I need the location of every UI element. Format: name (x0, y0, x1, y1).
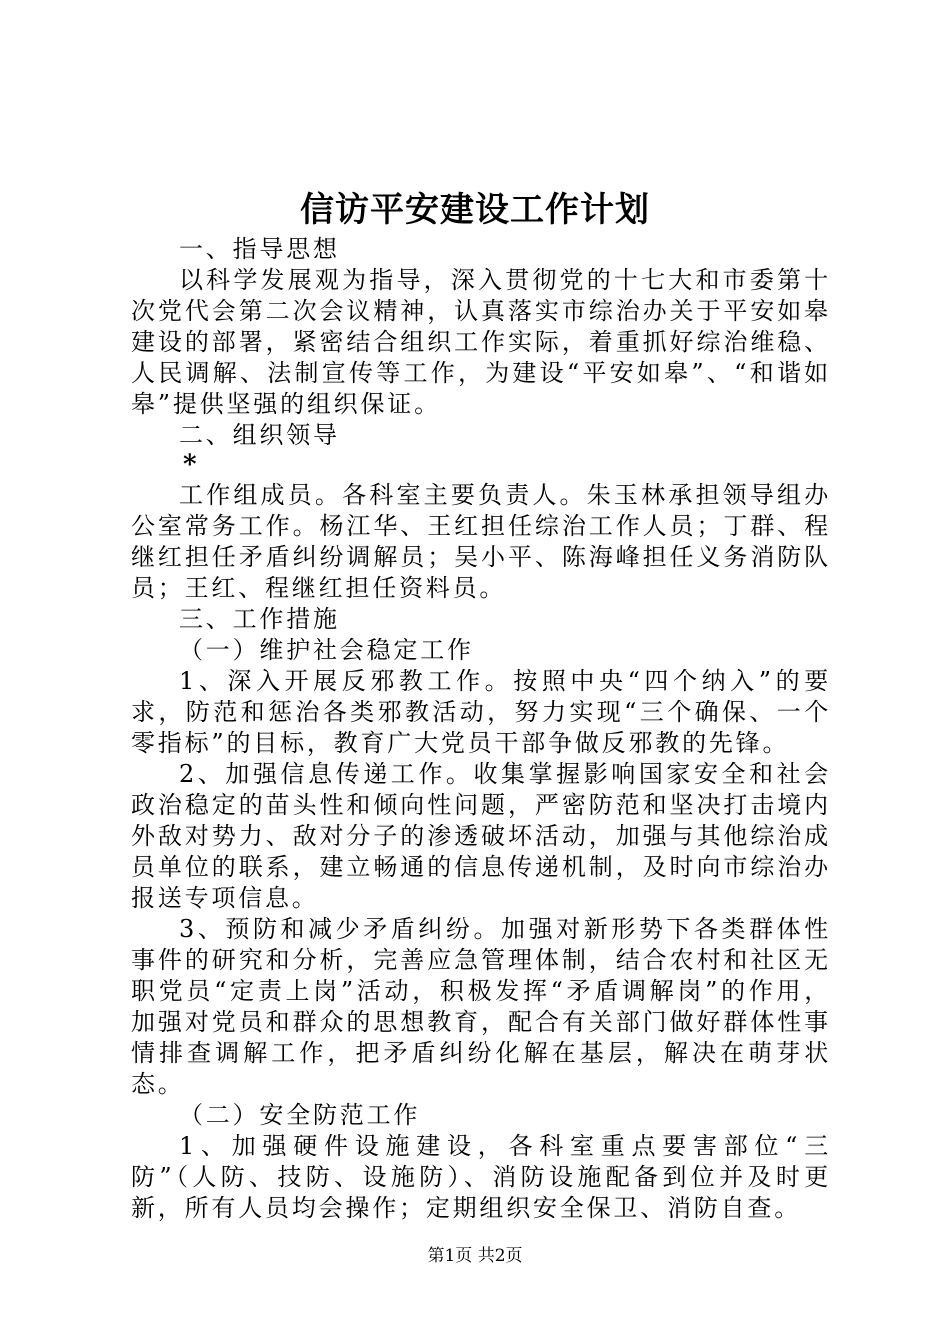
subsection-heading: （一）维护社会稳定工作 (179, 636, 474, 664)
paragraph: 3、预防和减少矛盾纠纷。加强对新形势下各类群体性事件的研究和分析，完善应急管理体制，结合农村和社区无职党员“定责上岗”活动，积极发挥“矛盾调解岗”的作用，加强对党员和群众的思想教育，配合有关部门做好群体性事情排查调解工作，把矛盾纠纷化解在基层，解决在萌芽状态。 (131, 915, 831, 1098)
document-body (131, 234, 831, 1224)
section-heading: 三、工作措施 (179, 605, 340, 633)
paragraph: 2、加强信息传递工作。收集掌握影响国家安全和社会政治稳定的苗头性和倾向性问题，严密防范和坚决打击境内外敌对势力、敌对分子的渗透破坏活动，加强与其他综治成员单位的联系，建立畅通的信息传递机制，及时向市综治办报送专项信息。 (131, 760, 831, 912)
document-title: 信访平安建设工作计划 (300, 190, 650, 230)
paragraph: 1、深入开展反邪教工作。按照中央“四个纳入”的要求，防范和惩治各类邪教活动，努力实现“三个确保、一个零指标”的目标，教育广大党员干部争做反邪教的先锋。 (131, 667, 831, 757)
subsection-heading: （二）安全防范工作 (179, 1101, 421, 1129)
asterisk-marker: * (183, 450, 200, 480)
paragraph: 1、加强硬件设施建设，各科室重点要害部位“三防”（人防、技防、设施防）、消防设施配备到位并及时更新，所有人员均会操作；定期组织安全保卫、消防自查。 (131, 1132, 831, 1222)
section-heading: 二、组织领导 (179, 421, 340, 449)
section-heading: 一、指导思想 (179, 235, 340, 263)
paragraph: 以科学发展观为指导，深入贯彻党的十七大和市委第十次党代会第二次会议精神，认真落实市综治办关于平安如皋建设的部署，紧密结合组织工作实际，着重抓好综治维稳、人民调解、法制宣传等工作，为建设“平安如皋”、“和谐如皋”提供坚强的组织保证。 (131, 266, 831, 418)
page-footer: 第1页 共2页 (427, 1246, 523, 1266)
paragraph: 工作组成员。各科室主要负责人。朱玉林承担领导组办公室常务工作。杨江华、王红担任综治工作人员；丁群、程继红担任矛盾纠纷调解员；吴小平、陈海峰担任义务消防队员；王红、程继红担任资料员。 (131, 481, 831, 602)
